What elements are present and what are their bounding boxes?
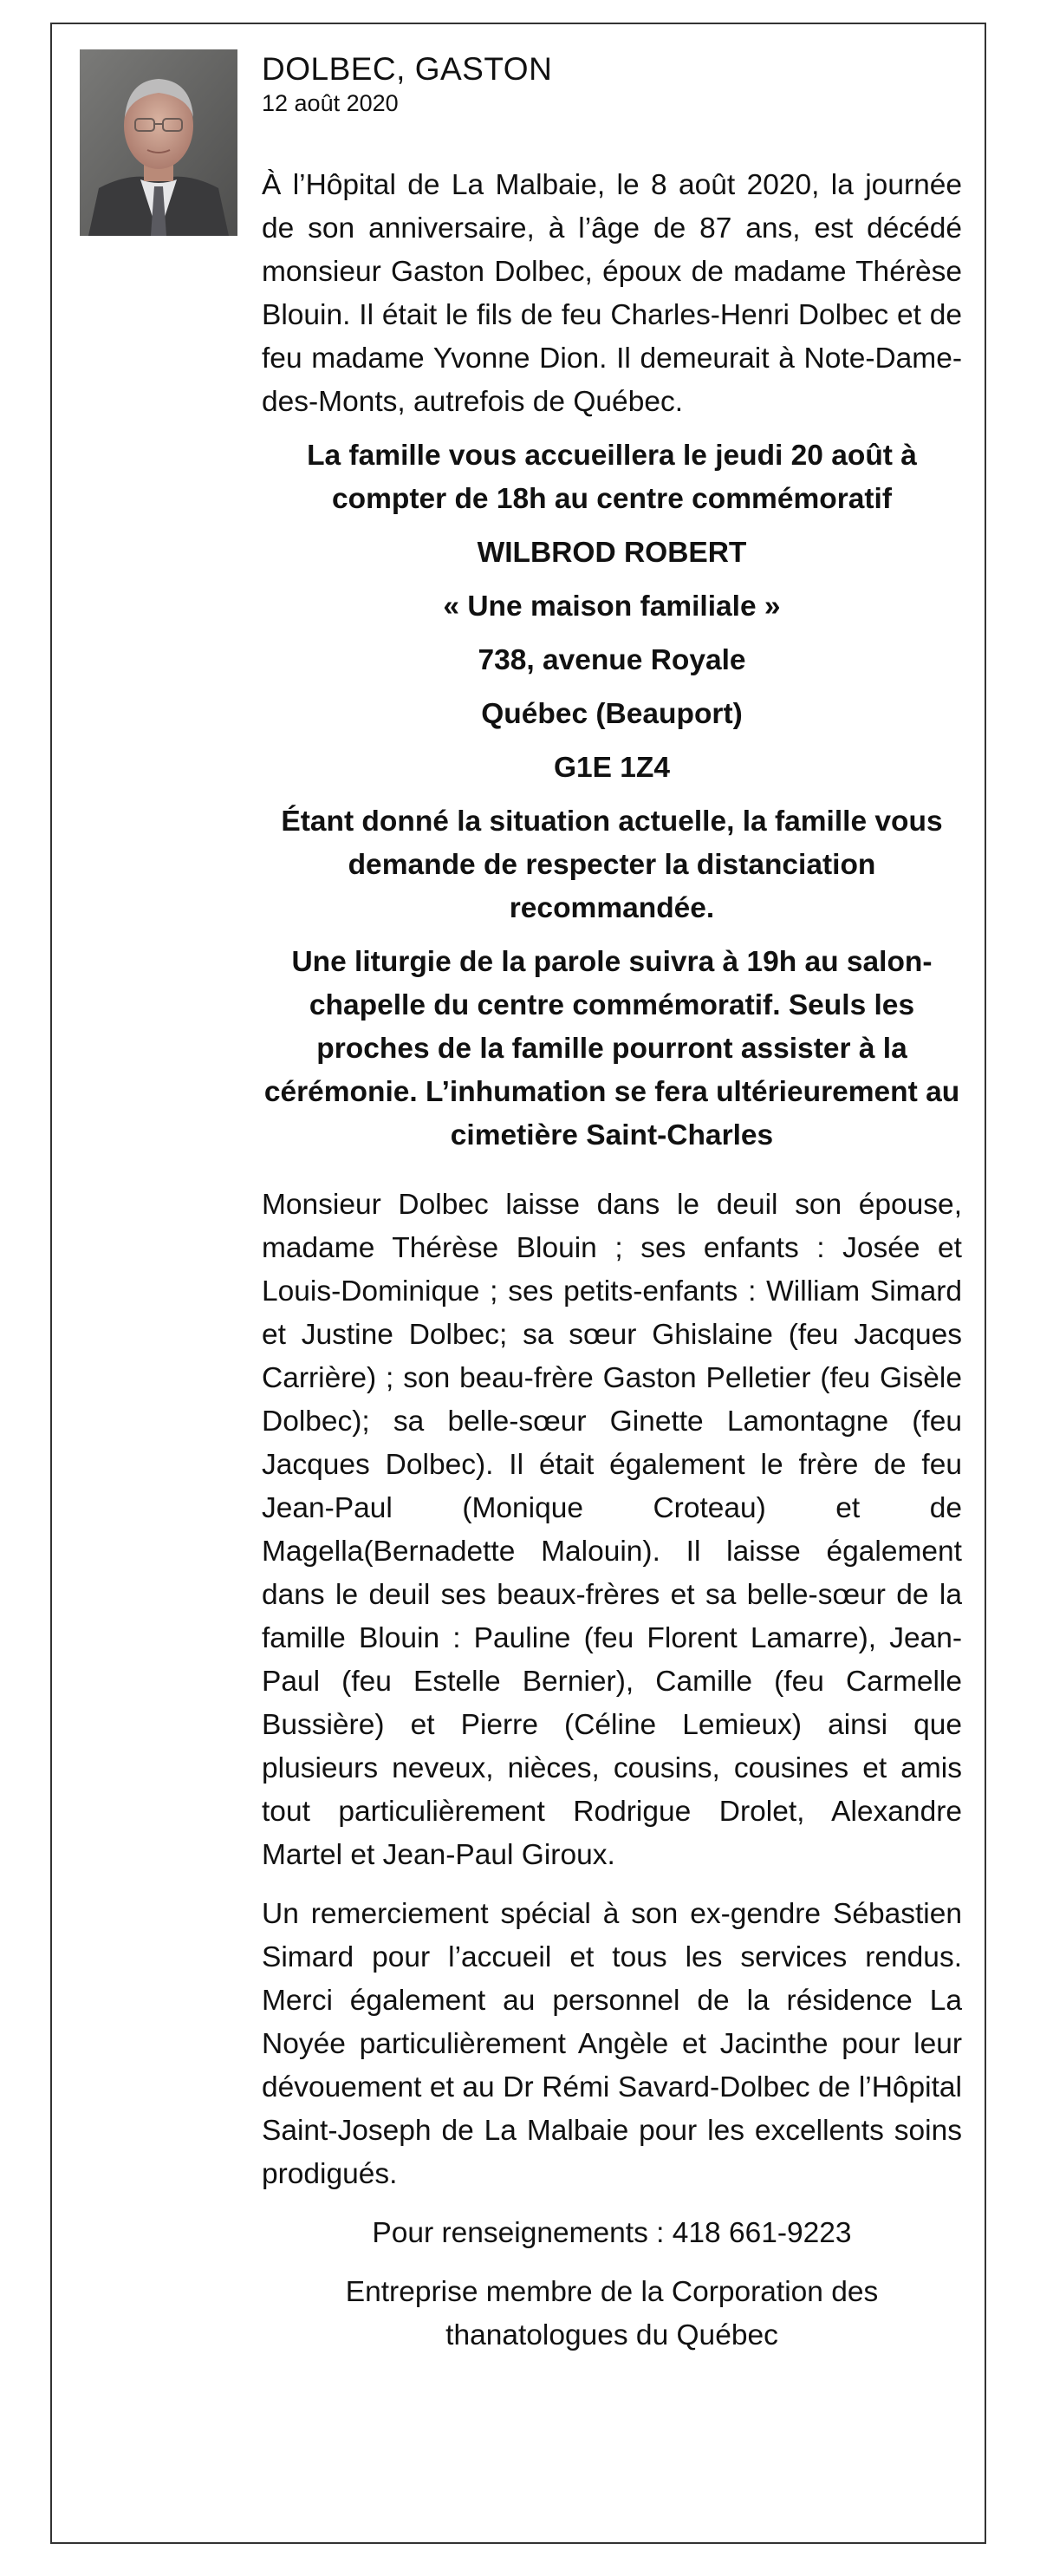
intro-paragraph: À l’Hôpital de La Malbaie, le 8 août 2020, la journée de son anniversaire, à l’âge de 87 ans, est décédé monsieur Gaston Dolbec, époux de madame Thérèse Blouin. Il était le fils de feu Charles-Henri Dolbec et de feu madame Yvonne Dion. Il demeurait à Note-Dame-des-Monts, autrefois de Québec. (262, 169, 962, 418)
funeral-home-postal-code: G1E 1Z4 (553, 752, 671, 784)
visitation-paragraph: La famille vous accueillera le jeudi 20 août à compter de 18h au centre commémoratif (307, 440, 917, 515)
survivors-paragraph: Monsieur Dolbec laisse dans le deuil son épouse, madame Thérèse Blouin ; ses enfants : Josée et Louis-Dominique ; ses petits-enfants : William Simard et Justine Dolbec; sa sœur Ghislaine (feu Jacques Carrière) ; son beau-frère Gaston Pelletier (feu Gisèle Dolbec); sa belle-sœur Ginette Lamontagne (feu Jacques Dolbec). Il était également le frère de feu Jean-Paul (Monique Croteau) et de Magella(Bernadette Malouin). Il laisse également dans le deuil ses beaux-frères et sa belle-sœur de la famille Blouin : Pauline (feu Florent Lamarre), Jean-Paul (feu Estelle Bernier), Camille (feu Carmelle Bussière) et Pierre (Céline Lemieux) ainsi que plusieurs neveux, nièces, cousins, cousines et amis tout particulièrement Rodrigue Drolet, Alexandre Martel et Jean-Paul Giroux. (262, 1189, 962, 1871)
portrait-photo (80, 49, 237, 236)
funeral-home-name: WILBROD ROBERT (477, 537, 747, 569)
obituary-frame (50, 23, 986, 2544)
contact-info: Pour renseignements : 418 661-9223 (372, 2217, 852, 2249)
funeral-home-city: Québec (Beauport) (481, 698, 743, 730)
membership-statement: Entreprise membre de la Corporation des thanatologues du Québec (345, 2276, 879, 2351)
liturgy-paragraph: Une liturgie de la parole suivra à 19h au salon-chapelle du centre commémoratif. Seuls les proches de la famille pourront assister à la cérémonie. L’inhumation se fera ultérieurement au cimetière Saint-Charles (263, 946, 960, 1151)
funeral-home-address: 738, avenue Royale (478, 644, 746, 676)
thanks-paragraph: Un remerciement spécial à son ex-gendre Sébastien Simard pour l’accueil et tous les services rendus. Merci également au personnel de la résidence La Noyée particulièrement Angèle et Jacinthe pour leur dévouement et au Dr Rémi Savard-Dolbec de l’Hôpital Saint-Joseph de La Malbaie pour les excellents soins prodigués. (262, 1898, 962, 2190)
distancing-paragraph: Étant donné la situation actuelle, la famille vous demande de respecter la distanciation recommandée. (281, 805, 943, 924)
notice-header (262, 49, 962, 124)
notice-body (262, 164, 962, 2358)
deceased-name: DOLBEC, GASTON (262, 51, 553, 87)
publication-date: 12 août 2020 (262, 90, 399, 116)
funeral-home-slogan: « Une maison familiale » (443, 590, 781, 623)
